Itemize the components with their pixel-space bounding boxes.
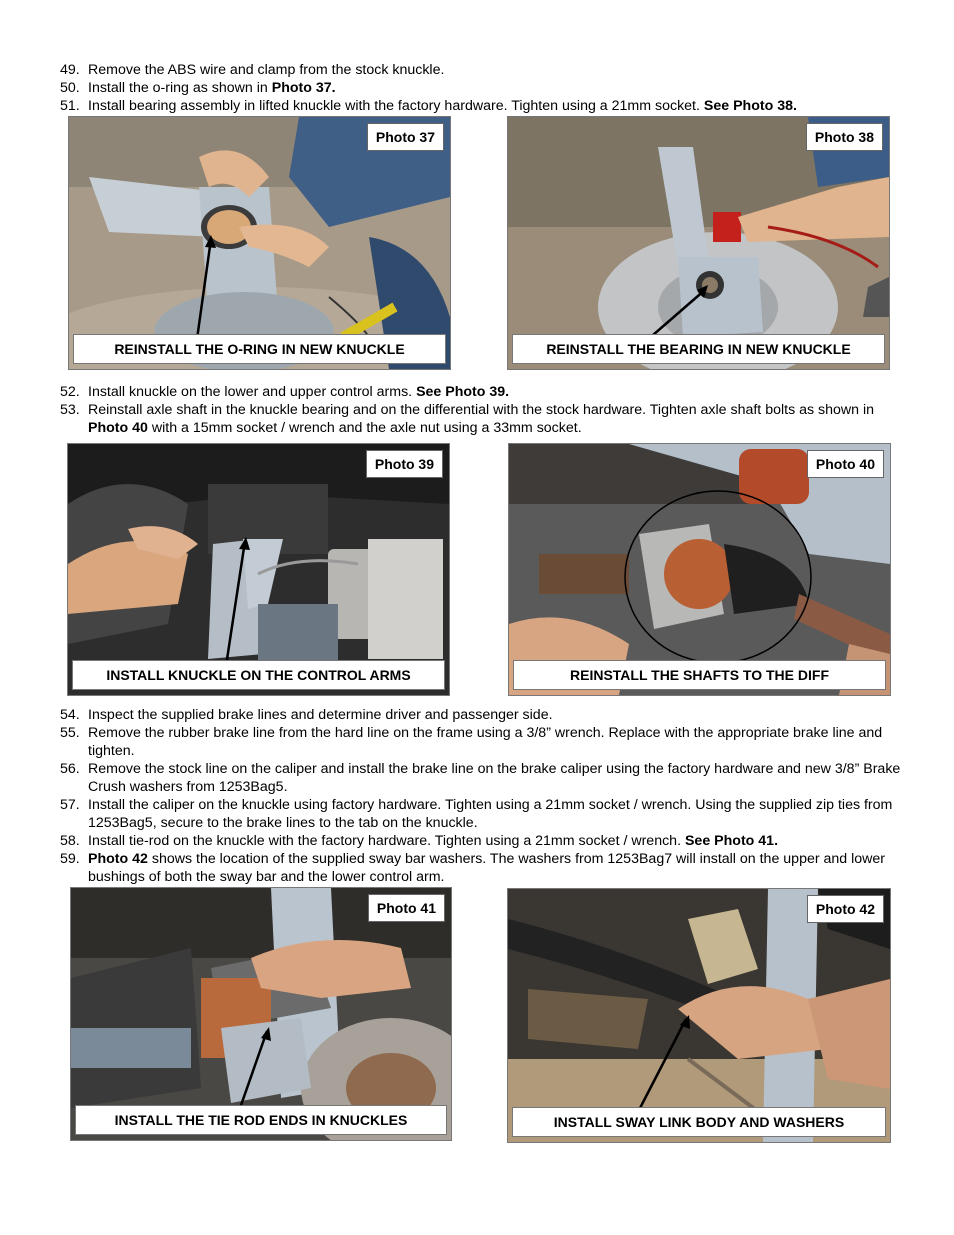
photo-40	[508, 443, 891, 696]
step-text-wrap	[88, 97, 910, 115]
photo-37	[68, 116, 451, 370]
step-number: 56.	[60, 761, 80, 777]
step-54	[60, 706, 910, 724]
step-text: Install knuckle on the lower and upper control arms.	[88, 384, 417, 400]
step-text: Install the caliper on the knuckle using factory hardware. Tighten using a 21mm socket / wrench. Using the supplied zip ties from 1253Bag5, secure to the brake lines to the tab on the knuckle.	[88, 797, 893, 831]
photo-39	[67, 443, 450, 696]
step-text: Reinstall axle shaft in the knuckle bearing and on the differential with the stock hardware. Tighten axle shaft bolts as shown in	[88, 402, 875, 418]
photo-reference: Photo 37.	[271, 80, 336, 96]
step-text: Remove the rubber brake line from the hard line on the frame using a 3/8” wrench. Replace with the appropriate brake line and tighten.	[88, 725, 883, 759]
photo-caption: INSTALL KNUCKLE ON THE CONTROL ARMS	[72, 660, 445, 690]
photo-reference: Photo 40	[88, 420, 148, 436]
photo-label: Photo 38	[806, 123, 883, 151]
photo-label: Photo 37	[367, 123, 444, 151]
step-number: 53.	[60, 402, 80, 418]
photo-41	[70, 887, 452, 1141]
photo-reference: Photo 42	[88, 851, 148, 867]
step-number: 54.	[60, 707, 80, 723]
photo-42	[507, 888, 891, 1143]
photo-39-image	[68, 444, 449, 695]
step-58	[60, 832, 910, 850]
photo-caption: REINSTALL THE BEARING IN NEW KNUCKLE	[512, 334, 885, 364]
step-number: 55.	[60, 725, 80, 741]
photo-42-image	[508, 889, 890, 1142]
step-number: 57.	[60, 797, 80, 813]
step-text: Inspect the supplied brake lines and determine driver and passenger side.	[88, 707, 553, 723]
step-text-wrap	[88, 832, 910, 850]
step-text-wrap	[88, 401, 910, 437]
step-text: with a 15mm socket / wrench and the axle nut using a 33mm socket.	[147, 420, 582, 436]
photo-41-image	[71, 888, 451, 1140]
photo-reference: See Photo 39.	[416, 384, 510, 400]
step-49	[60, 61, 910, 79]
step-53	[60, 401, 910, 437]
step-number: 58.	[60, 833, 80, 849]
steps-block-1	[60, 61, 910, 115]
step-number: 52.	[60, 384, 80, 400]
step-number: 50.	[60, 80, 80, 96]
step-52	[60, 383, 910, 401]
photo-reference: See Photo 38.	[703, 98, 797, 114]
step-number: 49.	[60, 62, 80, 78]
photo-label: Photo 40	[807, 450, 884, 478]
steps-block-2	[60, 383, 910, 437]
steps-block-3	[60, 706, 910, 886]
photo-reference: See Photo 41.	[684, 833, 779, 849]
photo-38-image	[508, 117, 889, 369]
step-text: Install bearing assembly in lifted knuckle with the factory hardware. Tighten using a 21mm socket.	[88, 98, 704, 114]
photo-caption: REINSTALL THE O-RING IN NEW KNUCKLE	[73, 334, 446, 364]
step-text: Remove the stock line on the caliper and install the brake line on the brake caliper using the factory hardware and new 3/8” Brake Crush washers from 1253Bag5.	[88, 761, 901, 795]
step-text-wrap	[88, 850, 910, 886]
step-number: 59.	[60, 851, 80, 867]
step-text: Install the o-ring as shown in	[88, 80, 272, 96]
step-text: shows the location of the supplied sway bar washers. The washers from 1253Bag7 will install on the upper and lower bushings of both the sway bar and the lower control arm.	[88, 851, 886, 885]
photo-caption: INSTALL SWAY LINK BODY AND WASHERS	[512, 1107, 886, 1137]
step-text-wrap	[88, 383, 910, 401]
photo-40-image	[509, 444, 890, 695]
step-56	[60, 760, 910, 796]
step-text: Install tie-rod on the knuckle with the factory hardware. Tighten using a 21mm socket / wrench.	[88, 833, 685, 849]
step-59	[60, 850, 910, 886]
step-50	[60, 79, 910, 97]
step-57	[60, 796, 910, 832]
step-text-wrap	[88, 79, 910, 97]
step-55	[60, 724, 910, 760]
photo-38	[507, 116, 890, 370]
step-text: Remove the ABS wire and clamp from the stock knuckle.	[88, 62, 445, 78]
step-51	[60, 97, 910, 115]
photo-caption: INSTALL THE TIE ROD ENDS IN KNUCKLES	[75, 1105, 447, 1135]
photo-label: Photo 42	[807, 895, 884, 923]
photo-37-image	[69, 117, 450, 369]
photo-label: Photo 41	[368, 894, 445, 922]
photo-caption: REINSTALL THE SHAFTS TO THE DIFF	[513, 660, 886, 690]
photo-label: Photo 39	[366, 450, 443, 478]
step-number: 51.	[60, 98, 80, 114]
